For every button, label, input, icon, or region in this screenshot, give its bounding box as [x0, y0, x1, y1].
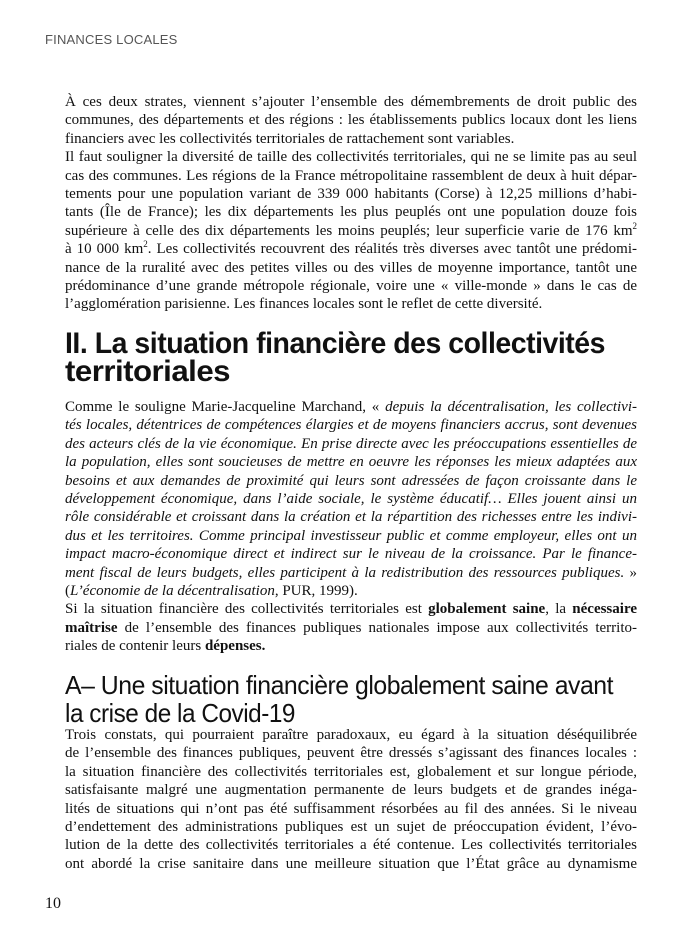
text-run: Il faut souligner la diversité de taille des collectivités territoriales, qui ne se limite pas au seul — [65, 149, 637, 166]
text-run: , la — [545, 601, 573, 618]
paragraph-quote-marchand — [65, 398, 637, 656]
heading-line: la crise de la Covid-19 — [65, 698, 295, 728]
text-run: de l’ensemble des finances publiques, peuvent être dressés s’agissant des finances locales : — [65, 745, 637, 762]
text-run: Trois constats, qui pourraient paraître paradoxaux, eu égard à la situation déséquilibrée — [65, 727, 637, 743]
text-run: maîtrise — [65, 619, 118, 636]
text-run: tés locales, détentrices de compétences élargies et de moyens financiers accrus, sont devenues — [65, 417, 637, 434]
text-run: prédominance d’une grande métropole régionale, voire une « ville-monde » dans le cas de — [65, 278, 637, 295]
text-line — [65, 277, 637, 295]
text-line — [65, 259, 637, 277]
text-run: la population, elles sont soucieuses de mettre en oeuvre les réponses les mieux adaptées aux — [65, 454, 637, 471]
text-run: ment fiscal de leurs budgets, elles participent à la redistribution des ressources publiques. — [65, 564, 625, 581]
text-run: 2 — [143, 239, 148, 250]
text-run: dépenses. — [204, 638, 266, 655]
text-line — [65, 855, 637, 873]
text-line — [65, 744, 637, 762]
text-line — [65, 818, 637, 836]
text-line — [65, 763, 637, 781]
text-line — [65, 240, 637, 258]
text-run: 2 — [632, 220, 637, 231]
text-line — [65, 185, 637, 203]
text-run: l’agglomération parisienne. Les finances locales sont le reflet de cette diversité. — [65, 296, 543, 313]
text-run: impact macro-économique direct et indirect sur le niveau de la croissance. Par le finance- — [65, 546, 637, 563]
text-run: financiers avec les collectivités territoriales de rattachement sont variables. — [65, 130, 515, 147]
text-run: nance de la ruralité avec des petites villes ou des villes de moyenne importance, tantôt une — [65, 259, 637, 276]
text-line — [65, 435, 637, 453]
text-line — [65, 130, 637, 148]
text-line — [65, 398, 637, 416]
text-run: . Les collectivités recouvrent des réalités très diverses avec tantôt une prédomi- — [147, 241, 637, 258]
text-line — [65, 490, 637, 508]
text-line — [65, 111, 637, 129]
text-run: » — [624, 564, 638, 581]
text-run: Si la situation financière des collectivités territoriales est — [65, 601, 429, 618]
text-run: rôle considérable et croissant dans la création et la répartition des richesses entre les indivi- — [65, 509, 637, 526]
text-run: communes, des départements et des régions : les établissements publics locaux dont les liens — [65, 112, 637, 129]
text-run: supérieure à celle des dix départements les moins peuplés; leur superficie varie de 176 km — [65, 222, 633, 239]
text-line — [65, 836, 637, 854]
paragraph-strates-diversite — [65, 93, 637, 314]
paragraph-trois-constats — [65, 726, 637, 873]
heading-line: A– Une situation financière globalement saine avant — [65, 670, 613, 700]
text-run: ont abordé la crise sanitaire dans une meilleure situation que l’État grâce au dynamisme — [65, 855, 637, 872]
section-heading-ii — [65, 327, 637, 388]
text-line — [65, 148, 637, 166]
text-line — [65, 416, 637, 434]
text-line — [65, 453, 637, 471]
running-head: FINANCES LOCALES — [45, 32, 178, 47]
text-run: tants (Île de France); les dix départements les plus peuplés ont une population douze fois — [65, 204, 637, 221]
text-line — [65, 545, 637, 563]
text-run: , PUR, 1999). — [274, 583, 358, 600]
text-run: À ces deux strates, viennent s’ajouter l’ensemble des démembrements de droit public des — [65, 94, 637, 110]
text-run: riales de contenir leurs — [65, 638, 205, 655]
text-line — [65, 295, 637, 313]
text-line — [65, 726, 637, 744]
text-run: dus et les territoires. Comme principal investisseur public et comme employeur, elles ont un — [65, 527, 637, 544]
text-run: besoins et aux demandes de proximité qui leurs sont adressées de façon croissante dans le — [65, 472, 637, 489]
text-run: ( — [65, 583, 70, 600]
text-run: Comme le souligne Marie-Jacqueline Marchand, « — [65, 399, 386, 415]
page-number: 10 — [45, 895, 61, 912]
text-run: depuis la décentralisation, les collectivi- — [385, 399, 637, 415]
text-run: tements pour une population variant de 339 000 habitants (Corse) à 12,25 millions d’habi- — [65, 186, 637, 203]
text-run: cas des communes. Les régions de la France métropolitaine rassemblent de deux à huit dépar- — [65, 167, 637, 184]
text-line — [65, 600, 637, 618]
heading-line: II. La situation financière des collectivités — [65, 327, 605, 360]
text-line — [65, 800, 637, 818]
text-line — [65, 167, 637, 185]
text-run: de l’ensemble des finances publiques nationales impose aux collectivités territo- — [117, 619, 637, 636]
text-run: à 10 000 km — [65, 241, 144, 258]
text-run: satisfaisante malgré une augmentation permanente de leurs budgets et de grandes inéga- — [65, 782, 637, 799]
text-run: d’endettement des administrations publiques est un sujet de préoccupation évident, l’évo- — [65, 819, 637, 836]
text-line — [65, 582, 637, 600]
text-run: lités de situations qui n’ont pas été suffisamment résorbées au fil des années. Si le niveau — [65, 800, 637, 817]
text-run: globalement saine — [428, 601, 546, 618]
text-run: la situation financière des collectivités territoriales est, globalement et sur longue période, — [65, 763, 637, 780]
subsection-heading-a — [65, 671, 637, 727]
text-line — [65, 527, 637, 545]
text-run: L’économie de la décentralisation — [70, 583, 275, 600]
text-line — [65, 93, 637, 111]
text-line — [65, 508, 637, 526]
text-line — [65, 637, 637, 655]
text-run: des acteurs clés de la vie économique. En prise directe avec les préoccupations essentielles de — [65, 435, 637, 452]
text-run: développement économique, dans l’aide sociale, le système éducatif… Elles jouent ainsi un — [65, 491, 637, 508]
text-line — [65, 564, 637, 582]
text-line — [65, 472, 637, 490]
heading-line: territoriales — [65, 355, 230, 388]
text-line — [65, 222, 637, 240]
text-line — [65, 781, 637, 799]
text-run: lution de la dette des collectivités territoriales a été contenue. Les collectivités territoriales — [65, 837, 637, 854]
text-line — [65, 619, 637, 637]
text-line — [65, 203, 637, 221]
text-run: nécessaire — [572, 601, 637, 618]
